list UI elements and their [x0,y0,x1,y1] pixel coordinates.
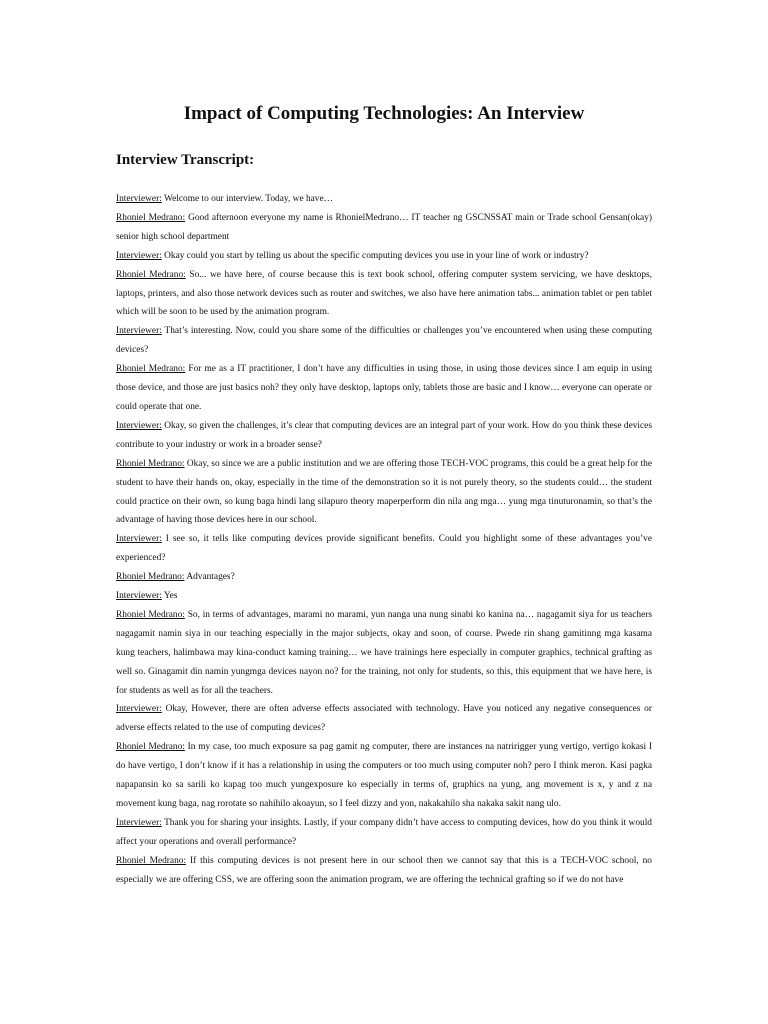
transcript-body [116,190,652,890]
speaker-label: Interviewer: [116,420,162,431]
speaker-label: Interviewer: [116,250,162,261]
transcript-turn [116,209,652,247]
document-title: Impact of Computing Technologies: An Interview [183,103,585,124]
transcript-turn [116,738,652,814]
transcript-turn [116,417,652,455]
speaker-label: Rhoniel Medrano: [116,364,186,375]
speaker-label: Rhoniel Medrano: [116,212,186,223]
transcript-turn [116,190,652,209]
transcript-turn [116,266,652,323]
turn-text: Okay, so since we are a public institution and we are offering those TECH-VOC programs, this could be a great help for the student to have their hands on, okay, especially in the time of the demonstration so it is not purely theory, so the students could… the student could practice on their own, so kung baga hindi lang silapuro theory maperperform din nila ang mga… yung mga tinuturonamin, so that’s the advantage of having those devices here in our school. [116,458,653,526]
turn-text: Welcome to our interview. Today, we have… [164,194,334,204]
turn-text: Okay could you start by telling us about the specific computing devices you use in your line of work or industry? [164,250,589,261]
speaker-label: Interviewer: [116,591,162,602]
speaker-label: Interviewer: [116,534,162,545]
turn-text: So... we have here, of course because this is text book school, offering computer system servicing, we have desktops, laptops, printers, and also those network devices such as router and switches, we also have here animation tabs... animation tablet or pen tablet which will be soon to be used by the animation program. [116,269,652,318]
turn-text: Good afternoon everyone my name is RhonielMedrano… IT teacher ng GSCNSSAT main or Trade school Gensan(okay) senior high school department [116,212,653,242]
turn-text: In my case, too much exposure sa pag gamit ng computer, there are instances na natririgger yung vertigo, vertigo kokasi I do have vertigo, I don’t know if it has a relationship in using the computers or too much using computer noh? pero I think meron. Kasi pagka napapansin ko sa sarili ko kapag too much yungexposure ko especially in terms of, graphics na yung, ang movement is x, y and z na movement kung baga, nag rorotate so nahihilo akoayun, so I feel dizzy and yon, nakakahilo sha nakaka sakit nang ulo. [116,742,653,809]
speaker-label: Rhoniel Medrano: [116,609,185,620]
turn-text: For me as a IT practitioner, I don’t have any difficulties in using those, in using those devices since I am equip in using those device, and those are just basics noh? they only have desktop, laptops only, tablets those are basic and I know… everyone can operate or could operate that one. [116,364,653,412]
transcript-turn [116,530,652,568]
turn-text: Advantages? [186,572,235,583]
transcript-turn [116,360,652,417]
transcript-turn [116,247,652,266]
transcript-turn [116,700,652,738]
speaker-label: Interviewer: [116,326,162,337]
speaker-label: Rhoniel Medrano: [116,269,186,280]
speaker-label: Interviewer: [116,704,162,715]
turn-text: Thank you for sharing your insights. Lastly, if your company didn’t have access to computing devices, how do you think it would affect your operations and overall performance? [116,817,652,847]
turn-text: I see so, it tells like computing devices provide significant benefits. Could you highlight some of these advantages you’ve experienced? [116,534,652,564]
transcript-turn [116,568,652,587]
turn-text: Yes [163,591,178,602]
transcript-turn [116,606,652,701]
turn-text: Okay, so given the challenges, it’s clear that computing devices are an integral part of your work. How do you think these devices contribute to your industry or work in a broader sense? [116,420,652,450]
transcript-turn [116,587,652,606]
turn-text: Okay, However, there are often adverse effects associated with technology. Have you noticed any negative consequences or adverse effects related to the use of computing devices? [116,704,652,734]
transcript-turn [116,455,652,531]
speaker-label: Rhoniel Medrano: [116,572,185,583]
speaker-label: Rhoniel Medrano: [116,458,185,469]
transcript-turn [116,852,652,890]
speaker-label: Interviewer: [116,817,162,828]
turn-text: That’s interesting. Now, could you share some of the difficulties or challenges you’ve encountered when using these computing devices? [116,326,652,356]
speaker-label: Rhoniel Medrano: [116,855,187,866]
speaker-label: Interviewer: [116,194,162,204]
speaker-label: Rhoniel Medrano: [116,742,185,753]
transcript-turn [116,814,652,852]
transcript-turn [116,322,652,360]
section-title: Interview Transcript: [116,152,255,168]
turn-text: If this computing devices is not present here in our school then we cannot say that this is a TECH-VOC school, no especially we are offering CSS, we are offering soon the animation program, we are offering the technical grafting so if we do not have [116,855,652,885]
turn-text: So, in terms of advantages, marami no marami, yun nanga una nung sinabi ko kanina na… nagagamit siya for us teachers nagagamit namin siya in our teaching especially in the major subjects, okay and soon, of course. Pwede rin shang gamitinng mga kasama kung teachers, halimbawa may kina-conduct kaming training… we have trainings here especially in computer graphics, technical grafting as well so. Ginagamit din namin yungmga devices nayon no? for the training, not only for students, so this, this equipment that we have here, is for students as well as for all the teachers. [116,609,653,696]
